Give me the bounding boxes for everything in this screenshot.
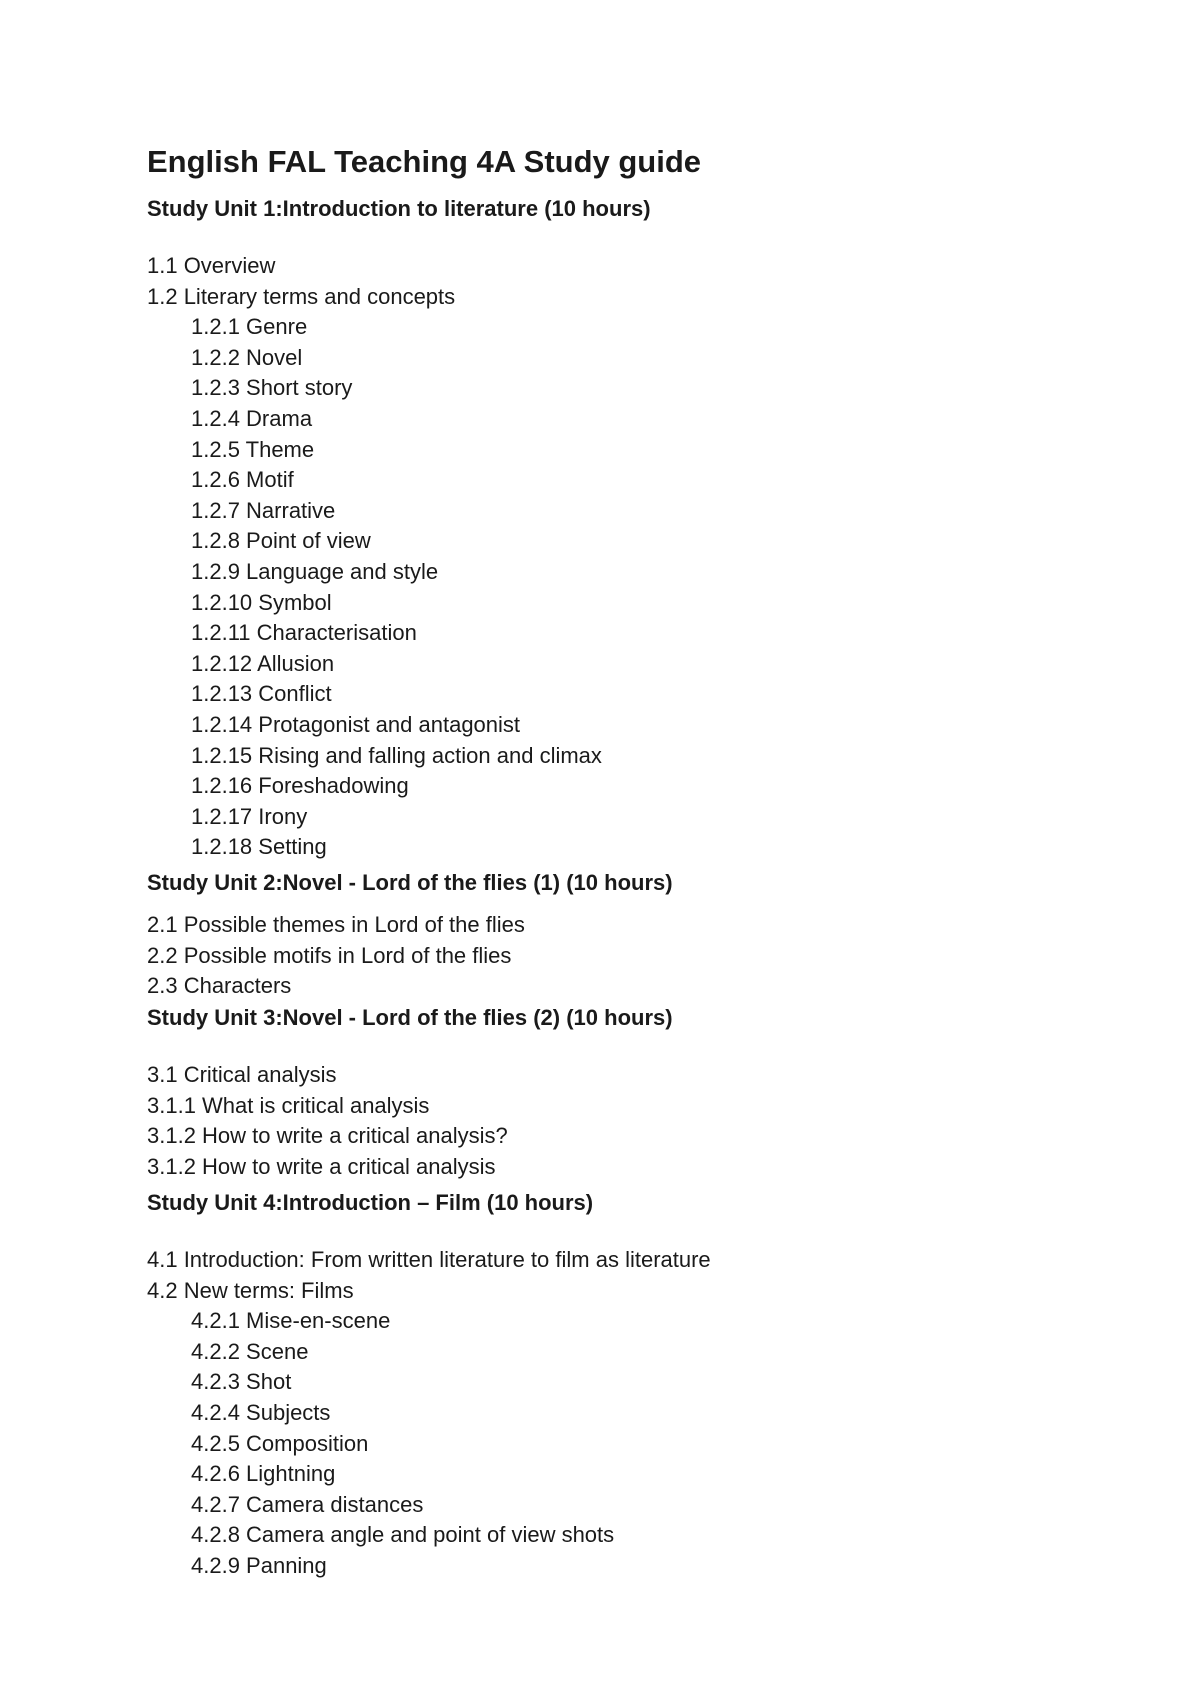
outline-subitem: 4.2.1 Mise-en-scene bbox=[191, 1308, 391, 1334]
outline-subitem: 1.2.3 Short story bbox=[191, 375, 353, 401]
outline-item: 2.1 Possible themes in Lord of the flies bbox=[147, 912, 525, 937]
outline-subitem: 4.2.7 Camera distances bbox=[191, 1491, 424, 1517]
outline-subitem: 1.2.1 Genre bbox=[191, 314, 308, 340]
study-unit-heading: Study Unit 4:Introduction – Film (10 hours) bbox=[147, 1190, 594, 1215]
outline-subitem: 1.2.12 Allusion bbox=[191, 650, 335, 676]
outline-subitem: 1.2.4 Drama bbox=[191, 406, 313, 431]
outline-subitem: 1.2.8 Point of view bbox=[191, 528, 371, 554]
outline-subitem: 4.2.6 Lightning bbox=[191, 1461, 336, 1487]
outline-subitem: 4.2.8 Camera angle and point of view shots bbox=[191, 1522, 615, 1548]
outline-subitem: 1.2.7 Narrative bbox=[191, 497, 336, 523]
document-title: English FAL Teaching 4A Study guide bbox=[147, 144, 702, 179]
outline-subitem: 1.2.13 Conflict bbox=[191, 681, 332, 707]
outline-item: 3.1 Critical analysis bbox=[147, 1062, 337, 1087]
outline-subitem: 1.2.16 Foreshadowing bbox=[191, 773, 409, 799]
outline-item: 3.1.1 What is critical analysis bbox=[147, 1092, 430, 1118]
outline-subitem: 1.2.5 Theme bbox=[191, 436, 315, 462]
outline-subitem: 4.2.3 Shot bbox=[191, 1369, 292, 1395]
outline-subitem: 4.2.2 Scene bbox=[191, 1338, 309, 1364]
outline-item: 1.2 Literary terms and concepts bbox=[147, 283, 456, 309]
outline-subitem: 1.2.14 Protagonist and antagonist bbox=[191, 712, 521, 737]
outline-subitem: 4.2.9 Panning bbox=[191, 1553, 327, 1578]
outline-item: 4.2 New terms: Films bbox=[147, 1277, 354, 1303]
outline-subitem: 1.2.9 Language and style bbox=[191, 559, 439, 584]
outline-subitem: 1.2.10 Symbol bbox=[191, 589, 332, 615]
outline-item: 2.3 Characters bbox=[147, 973, 292, 999]
study-unit-heading: Study Unit 2:Novel - Lord of the flies (1) (10 hours) bbox=[147, 870, 673, 895]
outline-subitem: 1.2.11 Characterisation bbox=[191, 620, 417, 646]
outline-subitem: 1.2.17 Irony bbox=[191, 803, 308, 829]
outline-subitem: 4.2.5 Composition bbox=[191, 1430, 369, 1456]
outline-item: 1.1 Overview bbox=[147, 253, 276, 278]
outline-subitem: 1.2.6 Motif bbox=[191, 467, 294, 493]
study-unit-heading: Study Unit 3:Novel - Lord of the flies (2) (10 hours) bbox=[147, 1005, 673, 1030]
outline-subitem: 1.2.18 Setting bbox=[191, 834, 327, 860]
outline-subitem: 4.2.4 Subjects bbox=[191, 1400, 331, 1425]
outline-item: 3.1.2 How to write a critical analysis bbox=[147, 1153, 496, 1179]
outline-subitem: 1.2.2 Novel bbox=[191, 344, 303, 370]
outline-item: 4.1 Introduction: From written literature to film as literature bbox=[147, 1247, 711, 1272]
outline-subitem: 1.2.15 Rising and falling action and climax bbox=[191, 742, 602, 768]
study-unit-heading: Study Unit 1:Introduction to literature (10 hours) bbox=[147, 196, 651, 221]
outline-item: 3.1.2 How to write a critical analysis? bbox=[147, 1123, 508, 1149]
outline-item: 2.2 Possible motifs in Lord of the flies bbox=[147, 942, 512, 968]
